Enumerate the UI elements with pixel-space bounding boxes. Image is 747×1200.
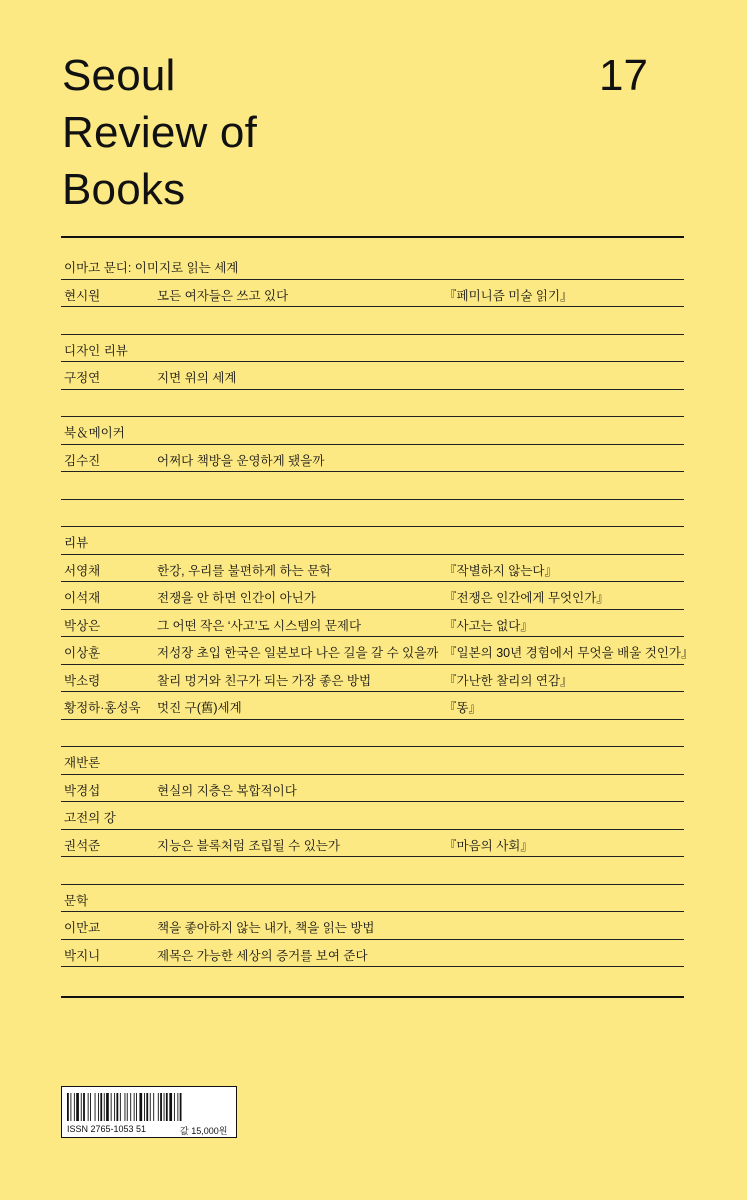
toc-author: 이상훈 <box>64 646 101 660</box>
toc-article-title: 지면 위의 세계 <box>157 371 237 385</box>
toc-book-title: 『사고는 없다』 <box>444 618 533 633</box>
toc-author: 이석재 <box>64 591 101 605</box>
toc-author: 현시원 <box>64 288 101 303</box>
toc-row <box>61 940 684 968</box>
toc-row <box>61 610 684 638</box>
toc-article-title: 멋진 구(舊)세계 <box>157 701 242 715</box>
title-line-2: Review of <box>62 108 257 157</box>
barcode-label <box>61 1086 237 1138</box>
toc-article-title: 그 어떤 작은 ‘사고’도 시스템의 문제다 <box>157 618 362 633</box>
toc-row <box>61 692 684 720</box>
toc-row <box>61 335 684 363</box>
toc-row <box>61 775 684 803</box>
toc-row <box>61 445 684 473</box>
toc-author: 이만교 <box>64 921 101 935</box>
toc-row <box>61 390 684 418</box>
barcode-icon <box>67 1093 231 1121</box>
toc-row <box>61 555 684 583</box>
toc-author: 박상은 <box>64 618 101 633</box>
toc-author: 디자인 리뷰 <box>64 343 128 358</box>
toc-author: 문학 <box>64 893 89 908</box>
toc-row <box>61 252 684 280</box>
toc-row <box>61 362 684 390</box>
toc-row <box>61 472 684 500</box>
toc-row <box>61 582 684 610</box>
toc-row <box>61 885 684 913</box>
toc-row <box>61 307 684 335</box>
toc-article-title: 지능은 블록처럼 조립될 수 있는가 <box>157 838 340 853</box>
magazine-title <box>62 47 257 218</box>
toc-row <box>61 665 684 693</box>
toc-row <box>61 637 694 665</box>
toc-book-title: 『마음의 사회』 <box>444 838 533 853</box>
toc-row <box>61 417 684 445</box>
toc-article-title: 현실의 지층은 복합적이다 <box>157 783 297 798</box>
toc-book-title: 『작별하지 않는다』 <box>444 563 557 578</box>
issn-text: ISSN 2765-1053 51 <box>67 1124 147 1134</box>
table-of-contents <box>61 252 694 967</box>
toc-row <box>61 857 684 885</box>
toc-book-title: 『일본의 30년 경험에서 무엇을 배울 것인가』 <box>444 646 694 660</box>
toc-author: 재반론 <box>64 756 101 770</box>
toc-book-title: 『가난한 찰리의 연감』 <box>444 673 573 688</box>
toc-author: 박경섭 <box>64 783 101 798</box>
toc-article-title: 어쩌다 책방을 운영하게 됐을까 <box>157 453 325 468</box>
title-line-1: Seoul <box>62 51 176 100</box>
toc-author: 박소령 <box>64 673 101 688</box>
toc-book-title: 『전쟁은 인간에게 무엇인가』 <box>444 591 609 605</box>
bottom-rule <box>61 996 684 998</box>
title-line-3: Books <box>62 165 186 214</box>
toc-author: 고전의 강 <box>64 811 116 825</box>
toc-article-title: 찰리 멍거와 친구가 되는 가장 좋은 방법 <box>157 673 372 688</box>
toc-row <box>61 802 684 830</box>
toc-author: 김수진 <box>64 453 101 468</box>
toc-author: 구정연 <box>64 371 101 385</box>
toc-author: 서영채 <box>64 563 101 578</box>
toc-row <box>61 280 684 308</box>
toc-book-title: 『똥』 <box>444 701 482 715</box>
toc-author: 북＆메이커 <box>64 426 125 440</box>
toc-article-title: 모든 여자들은 쓰고 있다 <box>157 288 289 303</box>
toc-book-title: 『페미니즘 미술 읽기』 <box>444 288 573 303</box>
price-text: 값 15,000원 <box>180 1126 228 1136</box>
toc-article-title: 전쟁을 안 하면 인간이 아닌가 <box>157 591 316 605</box>
toc-row <box>61 527 684 555</box>
toc-author: 박지니 <box>64 948 101 963</box>
toc-author: 황정하·홍성욱 <box>64 701 141 715</box>
toc-row <box>61 720 684 748</box>
toc-row <box>61 500 684 528</box>
toc-row <box>61 912 684 940</box>
top-rule <box>61 236 684 238</box>
toc-author: 리뷰 <box>64 536 89 550</box>
issue-number: 17 <box>599 51 648 100</box>
toc-article-title: 저성장 초입 한국은 일본보다 나은 길을 갈 수 있을까 <box>157 646 439 660</box>
toc-article-title: 한강, 우리를 불편하게 하는 문학 <box>157 563 332 578</box>
toc-row <box>61 830 684 858</box>
toc-author: 권석준 <box>64 838 101 853</box>
toc-author: 이마고 문디: 이미지로 읽는 세계 <box>64 261 239 275</box>
toc-row <box>61 747 684 775</box>
toc-article-title: 책을 좋아하지 않는 내가, 책을 읽는 방법 <box>157 921 375 935</box>
toc-article-title: 제목은 가능한 세상의 증거를 보여 준다 <box>157 948 368 963</box>
